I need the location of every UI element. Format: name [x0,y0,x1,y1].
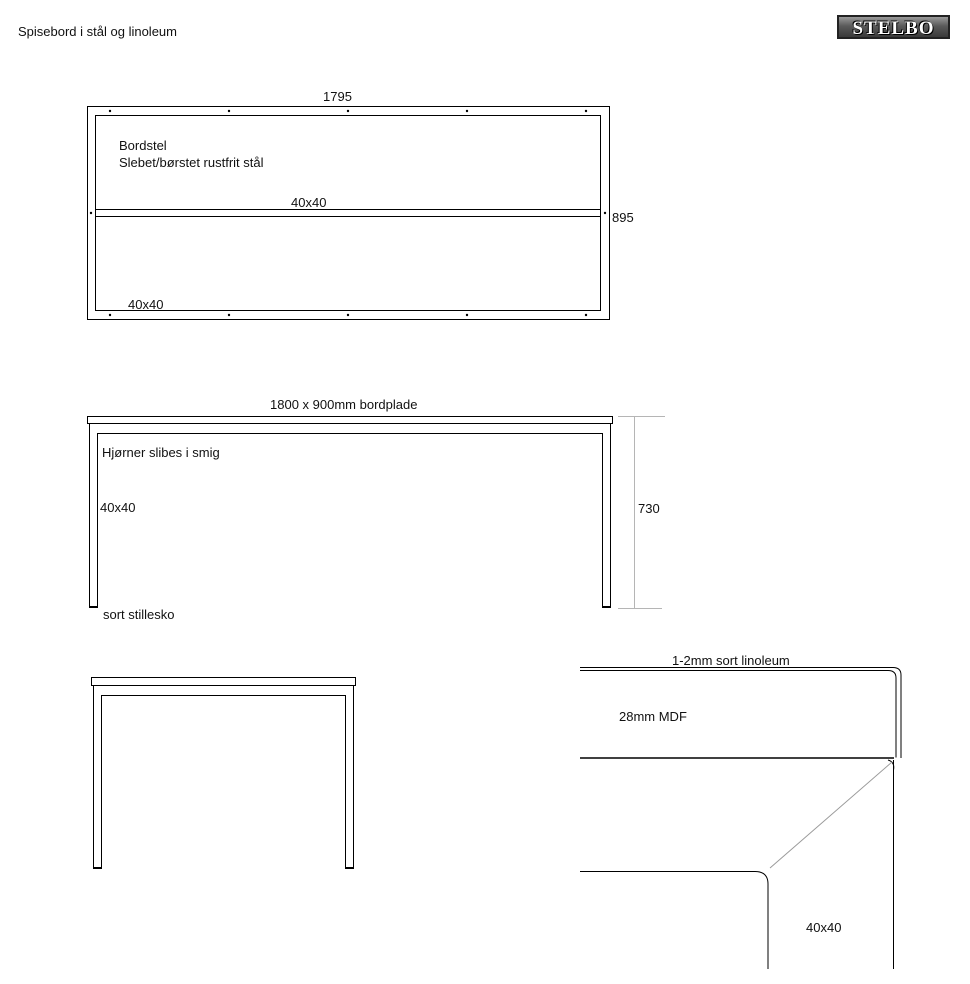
middle-bar-label: 40x40 [291,195,327,210]
side-view [92,678,356,869]
profile-label: 40x40 [806,920,842,935]
leg-label: 40x40 [100,500,136,515]
top-view-inner-frame [96,116,601,311]
bottom-bar-label: 40x40 [128,297,164,312]
corner-note: Hjørner slibes i smig [102,445,220,460]
brand-logo-text: STELBO [852,18,935,39]
side-view-tabletop [92,678,356,686]
material-label: Slebet/børstet rustfrit stål [119,155,264,170]
miter-line [770,762,892,868]
width-dimension-label: 1795 [323,89,352,104]
top-view-screw-dots [90,110,606,316]
front-view-tabletop [88,417,613,424]
depth-dimension-label: 895 [612,210,634,225]
page-title: Spisebord i stål og linoleum [18,24,177,39]
mdf-label: 28mm MDF [619,709,687,724]
foot-label: sort stillesko [103,607,175,622]
height-dimension-label: 730 [638,501,660,516]
tabletop-label: 1800 x 900mm bordplade [270,397,418,412]
steel-profile [580,872,768,970]
frame-label: Bordstel [119,138,167,153]
side-view-frame [94,686,354,869]
linoleum-label: 1-2mm sort linoleum [672,653,790,668]
